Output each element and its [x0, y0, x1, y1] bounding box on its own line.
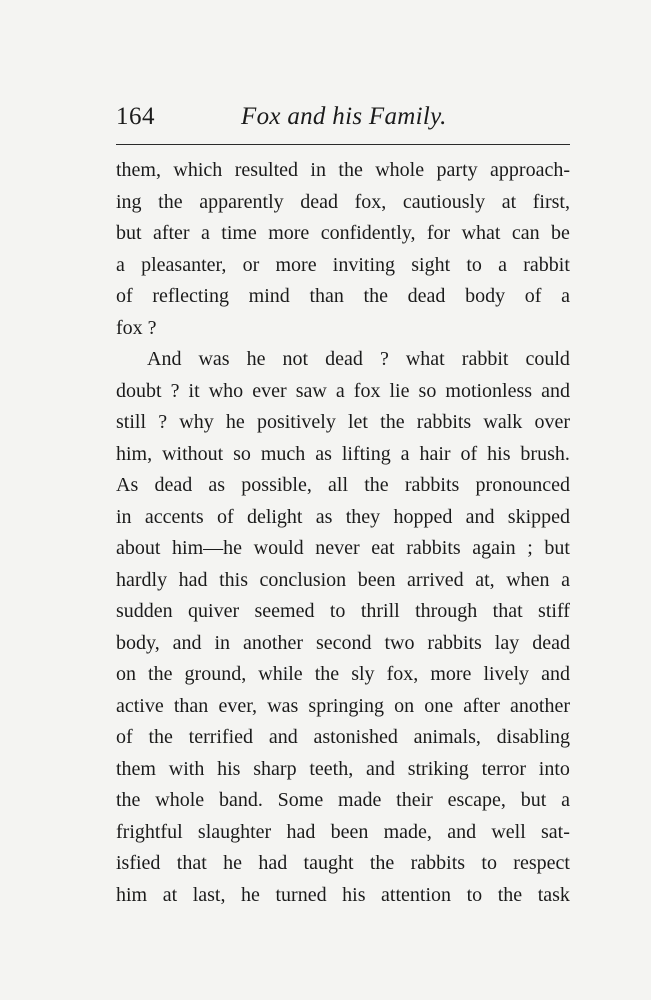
- text-line: on the ground, while the sly fox, more lively and: [116, 663, 570, 685]
- text-line: them with his sharp teeth, and striking terror into: [116, 757, 570, 780]
- text-line: about him—he would never eat rabbits again ; but: [116, 537, 570, 559]
- text-line: doubt ? it who ever saw a fox lie so motionless and: [116, 379, 570, 402]
- text-line: still ? why he positively let the rabbits walk over: [116, 411, 570, 433]
- text-line: him, without so much as lifting a hair of his brush.: [116, 442, 570, 465]
- text-line: ing the apparently dead fox, cautiously at first,: [116, 190, 570, 213]
- text-line: sudden quiver seemed to thrill through that stiff: [116, 600, 570, 622]
- text-line: of the terrified and astonished animals, disabling: [116, 726, 570, 748]
- page-number: 164: [116, 103, 155, 130]
- text-line: fox ?: [116, 316, 157, 339]
- header-rule: [116, 144, 570, 145]
- text-line: them, which resulted in the whole party approach-: [116, 159, 570, 181]
- body-text: [116, 155, 570, 911]
- text-line: a pleasanter, or more inviting sight to a rabbit: [116, 253, 570, 276]
- text-line: in accents of delight as they hopped and skipped: [116, 505, 570, 528]
- page-header: [116, 103, 570, 143]
- text-line: active than ever, was springing on one after another: [116, 694, 570, 717]
- text-line: frightful slaughter had been made, and well sat-: [116, 820, 570, 843]
- text-line: but after a time more confidently, for what can be: [116, 222, 570, 244]
- text-line: isfied that he had taught the rabbits to respect: [116, 852, 570, 874]
- text-line: hardly had this conclusion been arrived at, when a: [116, 568, 570, 591]
- running-title: Fox and his Family.: [241, 103, 447, 130]
- text-line: of reflecting mind than the dead body of a: [116, 285, 570, 307]
- text-line: him at last, he turned his attention to the task: [116, 883, 570, 906]
- text-line: body, and in another second two rabbits lay dead: [116, 631, 570, 654]
- text-line: As dead as possible, all the rabbits pronounced: [116, 474, 570, 496]
- text-line: And was he not dead ? what rabbit could: [147, 348, 570, 370]
- text-line: the whole band. Some made their escape, but a: [116, 789, 570, 811]
